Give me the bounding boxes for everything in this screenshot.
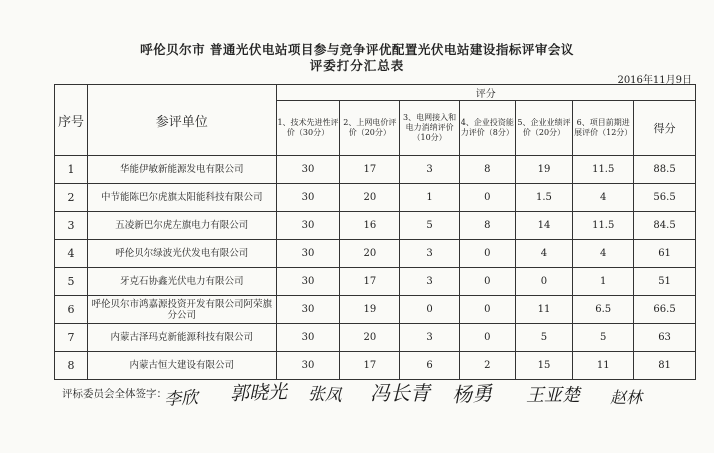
row-total-score: 84.5 [634, 212, 696, 240]
row-score-c1: 30 [276, 212, 340, 240]
row-score-c1: 30 [276, 352, 340, 380]
row-seq: 3 [55, 212, 88, 240]
header-criterion-5: 5、企业业绩评价（20分） [515, 101, 573, 156]
row-unit-name: 内蒙古恒大建设有限公司 [87, 352, 276, 380]
row-score-c4: 0 [459, 184, 515, 212]
table-row [55, 268, 696, 296]
row-score-c2: 17 [340, 156, 400, 184]
table-row [55, 156, 696, 184]
row-score-c4: 0 [459, 324, 515, 352]
signature: 赵林 [610, 388, 643, 407]
signature: 郭晓光 [229, 381, 288, 405]
row-score-c5: 14 [515, 212, 573, 240]
table-row [55, 240, 696, 268]
row-score-c3: 6 [400, 352, 460, 380]
row-score-c5: 15 [515, 352, 573, 380]
score-table [54, 84, 696, 380]
row-unit-name: 牙克石协鑫光伏电力有限公司 [87, 268, 276, 296]
signature-area [158, 368, 698, 418]
header-criterion-1: 1、技术先进性评价（30分） [276, 101, 340, 156]
table-row [55, 324, 696, 352]
row-score-c6: 4 [573, 184, 634, 212]
header-seq: 序号 [55, 85, 88, 156]
row-total-score: 66.5 [634, 296, 696, 324]
row-score-c1: 30 [276, 268, 340, 296]
row-score-c6: 11 [573, 352, 634, 380]
row-score-c5: 1.5 [515, 184, 573, 212]
row-score-c4: 0 [459, 240, 515, 268]
header-criterion-2: 2、上网电价评价（20分） [340, 101, 400, 156]
header-score-group: 评分 [276, 85, 695, 101]
row-total-score: 56.5 [634, 184, 696, 212]
row-total-score: 61 [634, 240, 696, 268]
table-row [55, 296, 696, 324]
row-unit-name: 五凌新巴尔虎左旗电力有限公司 [87, 212, 276, 240]
row-total-score: 81 [634, 352, 696, 380]
row-score-c4: 2 [459, 352, 515, 380]
row-seq: 8 [55, 352, 88, 380]
row-unit-name: 呼伦贝尔市鸿嘉源投资开发有限公司阿荣旗分公司 [87, 296, 276, 324]
row-seq: 5 [55, 268, 88, 296]
row-score-c1: 30 [276, 156, 340, 184]
row-score-c1: 30 [276, 184, 340, 212]
header-total: 得分 [634, 101, 696, 156]
row-unit-name: 呼伦贝尔绿波光伏发电有限公司 [87, 240, 276, 268]
signature: 李欣 [163, 387, 199, 411]
signature: 张凤 [307, 384, 343, 406]
header-unit: 参评单位 [87, 85, 276, 156]
row-seq: 4 [55, 240, 88, 268]
row-total-score: 88.5 [634, 156, 696, 184]
row-score-c3: 5 [400, 212, 460, 240]
row-total-score: 63 [634, 324, 696, 352]
row-total-score: 51 [634, 268, 696, 296]
row-score-c5: 4 [515, 240, 573, 268]
document-subtitle: 评委打分汇总表 [309, 58, 405, 73]
document-title: 呼伦贝尔市 普通光伏电站项目参与竞争评优配置光伏电站建设指标评审会议 [140, 42, 574, 57]
row-score-c2: 19 [340, 296, 400, 324]
row-seq: 2 [55, 184, 88, 212]
row-score-c6: 11.5 [573, 212, 634, 240]
row-seq: 7 [55, 324, 88, 352]
row-score-c2: 20 [340, 240, 400, 268]
row-score-c6: 11.5 [573, 156, 634, 184]
signature: 杨勇 [451, 380, 493, 408]
row-score-c5: 19 [515, 156, 573, 184]
row-score-c3: 3 [400, 240, 460, 268]
row-score-c3: 3 [400, 324, 460, 352]
row-score-c3: 0 [400, 296, 460, 324]
row-unit-name: 华能伊敏新能源发电有限公司 [87, 156, 276, 184]
row-seq: 6 [55, 296, 88, 324]
row-score-c2: 17 [340, 352, 400, 380]
table-row [55, 212, 696, 240]
row-unit-name: 内蒙古泽玛克新能源科技有限公司 [87, 324, 276, 352]
signature: 冯长青 [370, 381, 430, 405]
header-criterion-3: 3、电网接入和电力消纳评价（10分） [400, 101, 460, 156]
signature-label: 评标委员会全体签字： [62, 388, 167, 400]
row-score-c5: 5 [515, 324, 573, 352]
row-score-c4: 8 [459, 212, 515, 240]
row-score-c3: 3 [400, 156, 460, 184]
row-score-c6: 4 [573, 240, 634, 268]
row-score-c5: 11 [515, 296, 573, 324]
row-score-c3: 1 [400, 184, 460, 212]
header-criterion-4: 4、企业投资能力评价（8分） [459, 101, 515, 156]
row-score-c6: 6.5 [573, 296, 634, 324]
row-score-c1: 30 [276, 240, 340, 268]
row-score-c3: 3 [400, 268, 460, 296]
row-score-c6: 5 [573, 324, 634, 352]
row-seq: 1 [55, 156, 88, 184]
table-row [55, 184, 696, 212]
header-row-group [55, 85, 696, 101]
row-score-c2: 20 [340, 324, 400, 352]
row-score-c5: 0 [515, 268, 573, 296]
row-unit-name: 中节能陈巴尔虎旗太阳能科技有限公司 [87, 184, 276, 212]
document-date: 2016年11月9日 [617, 75, 692, 86]
row-score-c1: 30 [276, 296, 340, 324]
row-score-c6: 1 [573, 268, 634, 296]
row-score-c2: 20 [340, 184, 400, 212]
row-score-c4: 0 [459, 268, 515, 296]
row-score-c4: 8 [459, 156, 515, 184]
row-score-c2: 17 [340, 268, 400, 296]
row-score-c4: 0 [459, 296, 515, 324]
header-criterion-6: 6、项目前期进展评价（12分） [573, 101, 634, 156]
row-score-c2: 16 [340, 212, 400, 240]
row-score-c1: 30 [276, 324, 340, 352]
signature: 王亚楚 [526, 385, 580, 406]
